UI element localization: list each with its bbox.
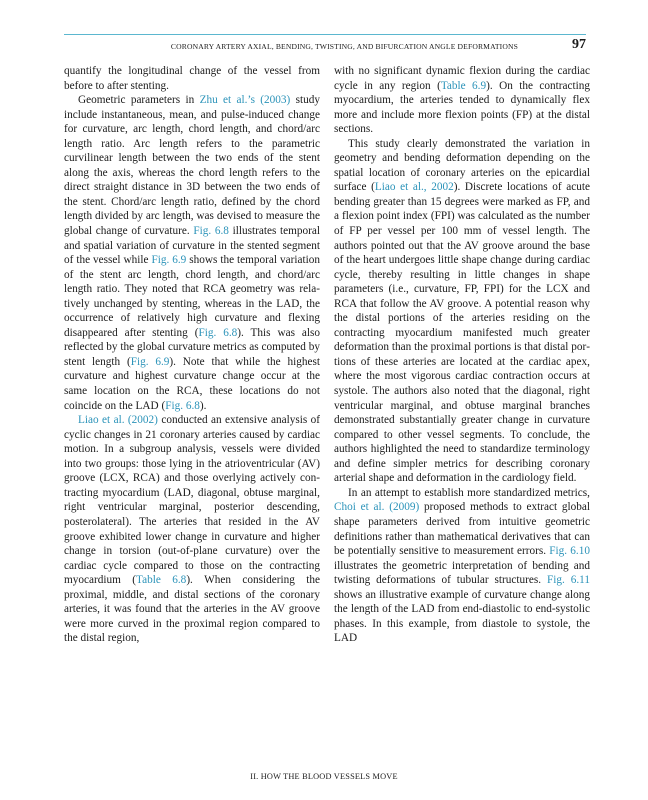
figure-link[interactable]: Fig. 6.8 (198, 326, 238, 339)
figure-link[interactable]: Fig. 6.8 (193, 225, 229, 238)
citation-link[interactable]: Zhu et al.’s (2003) (199, 94, 291, 107)
page-number: 97 (572, 37, 586, 52)
paragraph: This study clearly demonstrated the variation in geometry and bending deformation depending on the spatial location of coronary arteries on the epicardial surface (Liao et al., 2002). Discrete locations of acute bending greater than 15 degrees were marked as FP, and a flexion point index (FPI) was calculated as the number of FP per vessel per 100 mm of vessel length. The authors pointed out that the AV groove around the base of the heart undergoes little shape change during cardiac cycle, thereby resulting in little changes in shape parameters (i.e., curvature, FP, FPI) for the LCX and RCA that follow the AV groove. A potential reason why the distal portions of the arteries residing on the contracting myocardium manifested much greater deformation than the proximal portions is that distal portions of these arteries are located at the cardiac apex, where the most vigorous cardiac contraction occurs at systole. The authors also noted that the diagonal, right ventricular marginal, and obtuse marginal branches demonstrated substantially greater change in curvature compared to other vessel segments. To conclude, the authors highlighted the need to standardize terminology and define simpler metrics for describing coronary arterial shape and deformation in the cardiology field. (334, 137, 590, 485)
header-rule (64, 34, 586, 35)
figure-link[interactable]: Fig. 6.8 (165, 399, 200, 412)
running-head (64, 37, 586, 55)
citation-link[interactable]: Liao et al., 2002 (374, 181, 454, 194)
paragraph: quantify the longitudinal change of the vessel from before to after stenting. (64, 65, 320, 92)
citation-link[interactable]: Liao et al. (2002) (78, 414, 158, 427)
paragraph: with no significant dynamic flexion during the cardiac cycle in any region (Table 6.9). On the contracting myocardium, the arteries tended to dynamically flex more and include more flexion points (FP) at the distal sections. (334, 65, 590, 136)
figure-link[interactable]: Fig. 6.10 (549, 545, 590, 558)
figure-link[interactable]: Fig. 6.9 (151, 254, 187, 267)
table-link[interactable]: Table 6.9 (440, 79, 487, 92)
running-title: CORONARY ARTERY AXIAL, BENDING, TWISTING, AND BIFURCATION ANGLE DEFORMATIONS (170, 42, 518, 51)
citation-link[interactable]: Choi et al. (2009) (334, 501, 420, 514)
left-column (64, 64, 320, 646)
table-link[interactable]: Table 6.8 (136, 574, 187, 587)
figure-link[interactable]: Fig. 6.9 (130, 355, 170, 368)
paragraph: Liao et al. (2002) conducted an extensive analysis of cyclic changes in 21 coronary arteries caused by cardiac motion. In a subgroup analysis, vessels were divided into two groups: those lying in the atrioventricular (AV) groove (LCX, RCA) and those overlying actively contracting myocardium (LAD, diagonal, obtuse marginal, right ventricular marginal, posterior descending, posterolateral). The arteries that resided in the AV groove exhibited lower change in curvature and higher change in torsion (out-of-plane curvature) over the cardiac cycle compared to those on the contracting myocardium (Table 6.8). When considering the proximal, middle, and distal sections of the coronary arteries, it was found that the arteries in the AV groove were more curved in the proximal region compared to the distal region, (64, 414, 320, 645)
figure-link[interactable]: Fig. 6.11 (546, 574, 590, 587)
paragraph: In an attempt to establish more standardized metrics, Choi et al. (2009) proposed methods to extract global shape parameters derived from intuitive geometric definitions rather than mathematical derivatives that can be potentially sensitive to measurement errors. Fig. 6.10 illustrates the geometric interpretation of bending and twisting deformations of tubular structures. Fig. 6.11 shows an illustrative example of curvature change along the length of the LAD from end-diastolic to end-systolic phases. In this example, from diastole to systole, the LAD (334, 486, 590, 645)
page-footer: II. HOW THE BLOOD VESSELS MOVE (250, 772, 398, 781)
paragraph: Geometric parameters in Zhu et al.’s (2003) study include instantaneous, mean, and pulse-induced change for curvature, arc length, chord length, and chord/arc length ratio. Arc length refers to the parametric curvilinear length between the two ends of the stent along the axis, whereas the chord length refers to the direct straight distance in 3D between the two ends of the stent. Chord/arc length ratio, defined by the chord length divided by arc length, was devised to measure the global change of curvature. Fig. 6.8 illustrates temporal and spatial variation of curvature in the stented segment of the vessel while Fig. 6.9 shows the temporal variation of the stent arc length, chord length, and chord/arc length ratio. They noted that RCA geometry was relatively unchanged by stenting, whereas in the LAD, the occurrence of relatively high curvature and flexing disappeared after stenting (Fig. 6.8). This was also reflected by the global curvature metrics as computed by stent length (Fig. 6.9). Note that while the highest curvature and highest curvature change occur at the same location on the RCA, these locations do not coincide on the LAD (Fig. 6.8). (64, 94, 320, 412)
right-column (334, 64, 590, 646)
